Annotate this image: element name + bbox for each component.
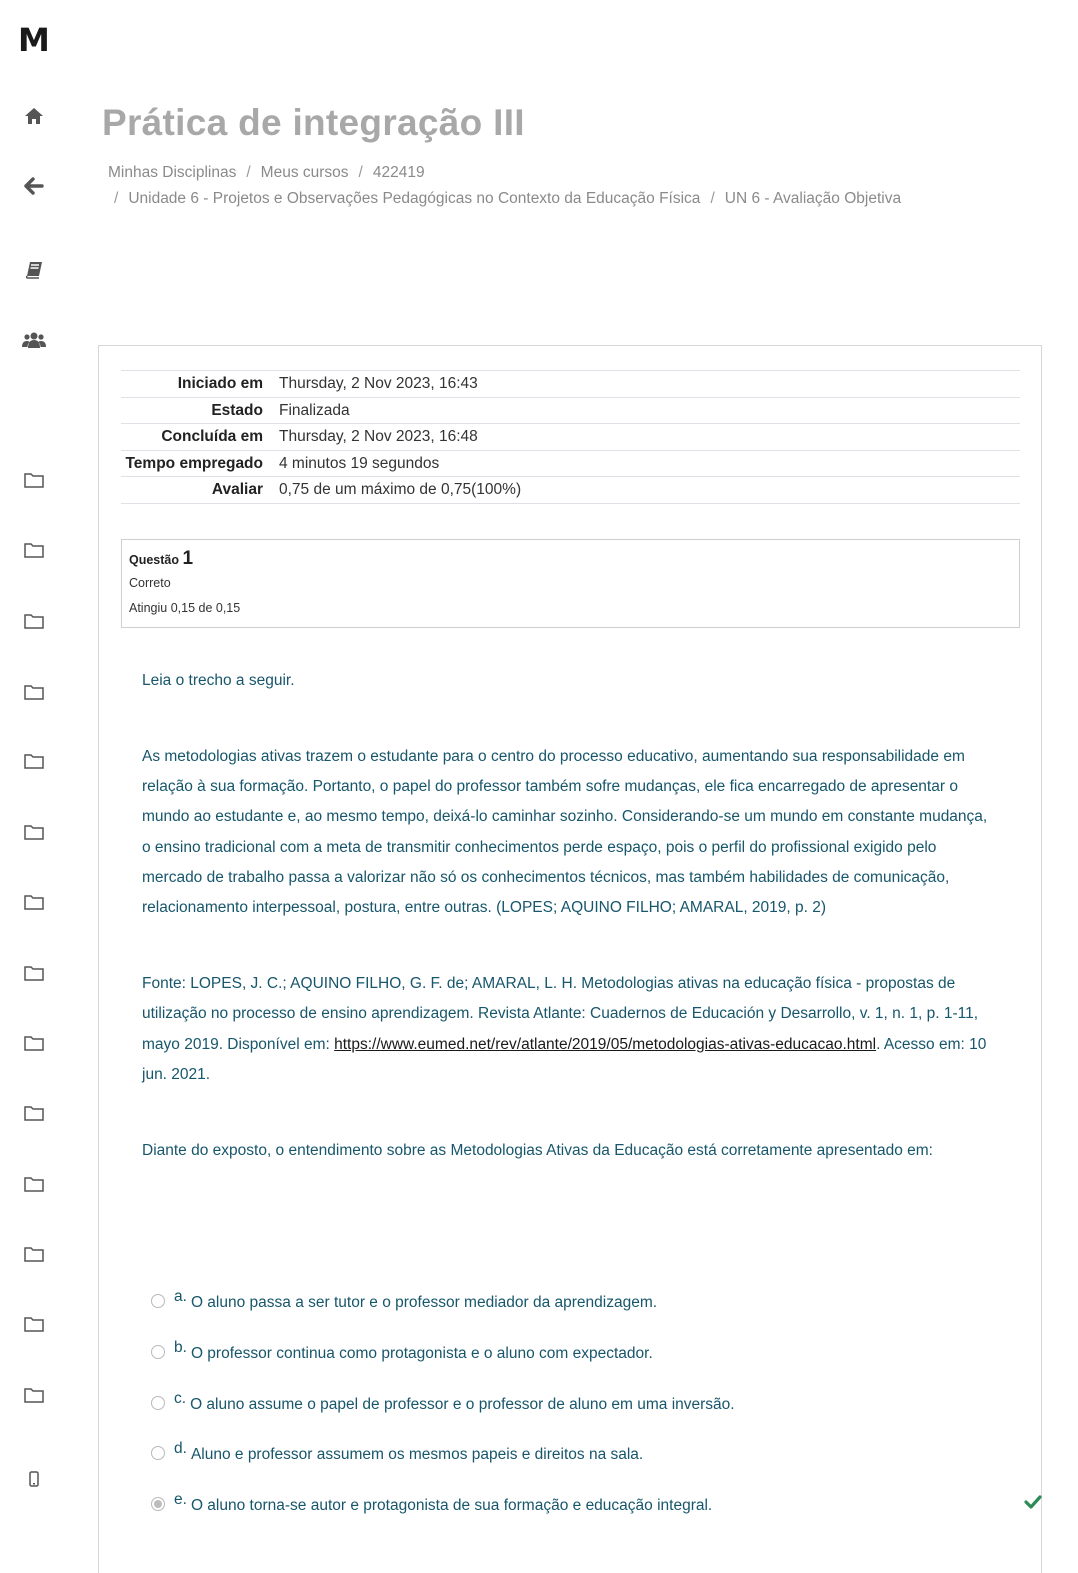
answer-text: O aluno torna-se autor e protagonista de sua formação e educação integral. xyxy=(190,1497,713,1515)
summary-value: Finalizada xyxy=(279,401,350,419)
source-link[interactable]: https://www.eumed.net/rev/atlante/2019/05/metodologias-ativas-educacao.html xyxy=(334,1035,877,1053)
question-number xyxy=(129,548,1012,570)
folder-icon[interactable] xyxy=(20,607,48,635)
summary-value: Thursday, 2 Nov 2023, 16:48 xyxy=(279,428,478,445)
breadcrumb-separator: / xyxy=(710,190,715,207)
logo[interactable] xyxy=(18,21,54,59)
users-icon[interactable] xyxy=(20,326,48,354)
answer-letter: c. xyxy=(174,1389,187,1407)
question-state: Correto xyxy=(129,576,171,590)
source-access: . Acesso em: 10 jun. 2021. xyxy=(142,1035,987,1083)
summary-key: Tempo empregado xyxy=(125,454,263,472)
summary-row xyxy=(121,398,1020,425)
answer-text: Aluno e professor assumem os mesmos papeis e direitos na sala. xyxy=(190,1446,644,1464)
answer-option[interactable] xyxy=(151,1337,991,1388)
summary-row xyxy=(121,424,1020,451)
question-info-box xyxy=(121,539,1020,628)
question-source xyxy=(142,969,1000,1090)
folder-icon[interactable] xyxy=(20,466,48,494)
checkmark-icon xyxy=(1024,1495,1042,1509)
radio-button[interactable] xyxy=(151,1294,165,1308)
summary-value: Thursday, 2 Nov 2023, 16:43 xyxy=(279,375,478,392)
folder-icon[interactable] xyxy=(20,1381,48,1409)
summary-row xyxy=(121,451,1020,478)
source-text: Fonte: LOPES, J. C.; AQUINO FILHO, G. F. de; AMARAL, L. H. Metodologias ativas na educação física - propostas de utilização no processo de ensino aprendizagem. Revista Atlante: Cuadernos de Educación y Desarrollo, v. 1, n. 1, p. 1-11, mayo 2019. Disponível em: xyxy=(142,975,979,1053)
question-label: Questão xyxy=(129,553,180,567)
sidebar xyxy=(0,0,68,1573)
question-intro: Leia o trecho a seguir. xyxy=(142,672,295,689)
answer-option[interactable] xyxy=(151,1388,991,1439)
breadcrumb-separator: / xyxy=(358,164,363,181)
folder-icon[interactable] xyxy=(20,818,48,846)
question-passage: As metodologias ativas trazem o estudante para o centro do processo educativo, aumentando sua responsabilidade em relação à sua formação. Portanto, o papel do professor também sofre mudanças, ele fica encarregado de apresentar o mundo ao estudante e, ao mesmo tempo, deixá-lo caminhar sozinho. Considerando-se um mundo em constante mudança, o ensino tradicional com a meta de transmitir conhecimentos perde espaço, pois o perfil do profissional exigido pelo mercado de trabalho passa a valorizar não só os conhecimentos técnicos, mas também habilidades de comunicação, relacionamento interpessoal, postura, entre outras. (LOPES; AQUINO FILHO; AMARAL, 2019, p. 2) xyxy=(142,747,988,917)
quiz-review-card xyxy=(98,345,1042,1573)
answer-letter: a. xyxy=(174,1288,187,1305)
summary-value: 4 minutos 19 segundos xyxy=(279,454,440,472)
radio-button-checked[interactable] xyxy=(151,1497,165,1511)
logo-text: M xyxy=(18,21,48,59)
summary-row xyxy=(121,371,1020,398)
question-prompt: Diante do exposto, o entendimento sobre as Metodologias Ativas da Educação está corretamente apresentado em: xyxy=(142,1141,933,1159)
answer-text: O professor continua como protagonista e o aluno com expectador. xyxy=(190,1344,653,1362)
radio-button[interactable] xyxy=(151,1345,165,1359)
answer-letter: e. xyxy=(174,1491,187,1509)
folder-icon[interactable] xyxy=(20,1170,48,1198)
radio-button[interactable] xyxy=(151,1446,165,1460)
folder-icon[interactable] xyxy=(20,1310,48,1338)
folder-icon[interactable] xyxy=(20,747,48,775)
radio-button[interactable] xyxy=(151,1396,165,1410)
answer-option-selected[interactable] xyxy=(151,1489,991,1540)
back-arrow-icon[interactable] xyxy=(20,172,48,200)
breadcrumb-item-avaliacao[interactable]: UN 6 - Avaliação Objetiva xyxy=(724,190,902,207)
folder-icon[interactable] xyxy=(20,888,48,916)
answer-text: O aluno assume o papel de professor e o professor de aluno em uma inversão. xyxy=(190,1395,735,1413)
summary-value: 0,75 de um máximo de 0,75(100%) xyxy=(279,481,522,498)
answer-letter: d. xyxy=(174,1440,187,1458)
summary-row xyxy=(121,477,1020,504)
breadcrumb xyxy=(108,160,1008,212)
summary-key: Estado xyxy=(211,401,263,419)
answer-options xyxy=(151,1286,991,1540)
folder-icon[interactable] xyxy=(20,1099,48,1127)
book-icon[interactable] xyxy=(20,256,48,284)
breadcrumb-item-course-id[interactable]: 422419 xyxy=(372,164,425,181)
page-title: Prática de integração III xyxy=(102,102,525,143)
answer-letter: b. xyxy=(174,1338,187,1356)
breadcrumb-item-unidade[interactable]: Unidade 6 - Projetos e Observações Pedagógicas no Contexto da Educação Física xyxy=(128,190,701,207)
answer-option[interactable] xyxy=(151,1438,991,1489)
answer-text: O aluno passa a ser tutor e o professor mediador da aprendizagem. xyxy=(190,1294,658,1311)
folder-icon[interactable] xyxy=(20,678,48,706)
question-text xyxy=(142,666,1000,1212)
question-number-value: 1 xyxy=(182,548,194,569)
summary-key: Avaliar xyxy=(211,481,263,498)
breadcrumb-item-meus-cursos[interactable]: Meus cursos xyxy=(260,164,349,181)
mobile-icon[interactable] xyxy=(20,1465,48,1493)
question-grade: Atingiu 0,15 de 0,15 xyxy=(129,601,241,615)
breadcrumb-separator: / xyxy=(246,164,251,181)
breadcrumb-item-minhas-disciplinas[interactable]: Minhas Disciplinas xyxy=(108,164,237,181)
home-icon[interactable] xyxy=(20,102,48,130)
attempt-summary-table xyxy=(121,370,1020,504)
answer-option[interactable] xyxy=(151,1286,991,1337)
folder-icon[interactable] xyxy=(20,959,48,987)
breadcrumb-separator: / xyxy=(114,190,119,207)
summary-key: Iniciado em xyxy=(177,375,263,392)
folder-icon[interactable] xyxy=(20,1240,48,1268)
folder-icon[interactable] xyxy=(20,1029,48,1057)
folder-icon[interactable] xyxy=(20,536,48,564)
summary-key: Concluída em xyxy=(161,428,263,445)
